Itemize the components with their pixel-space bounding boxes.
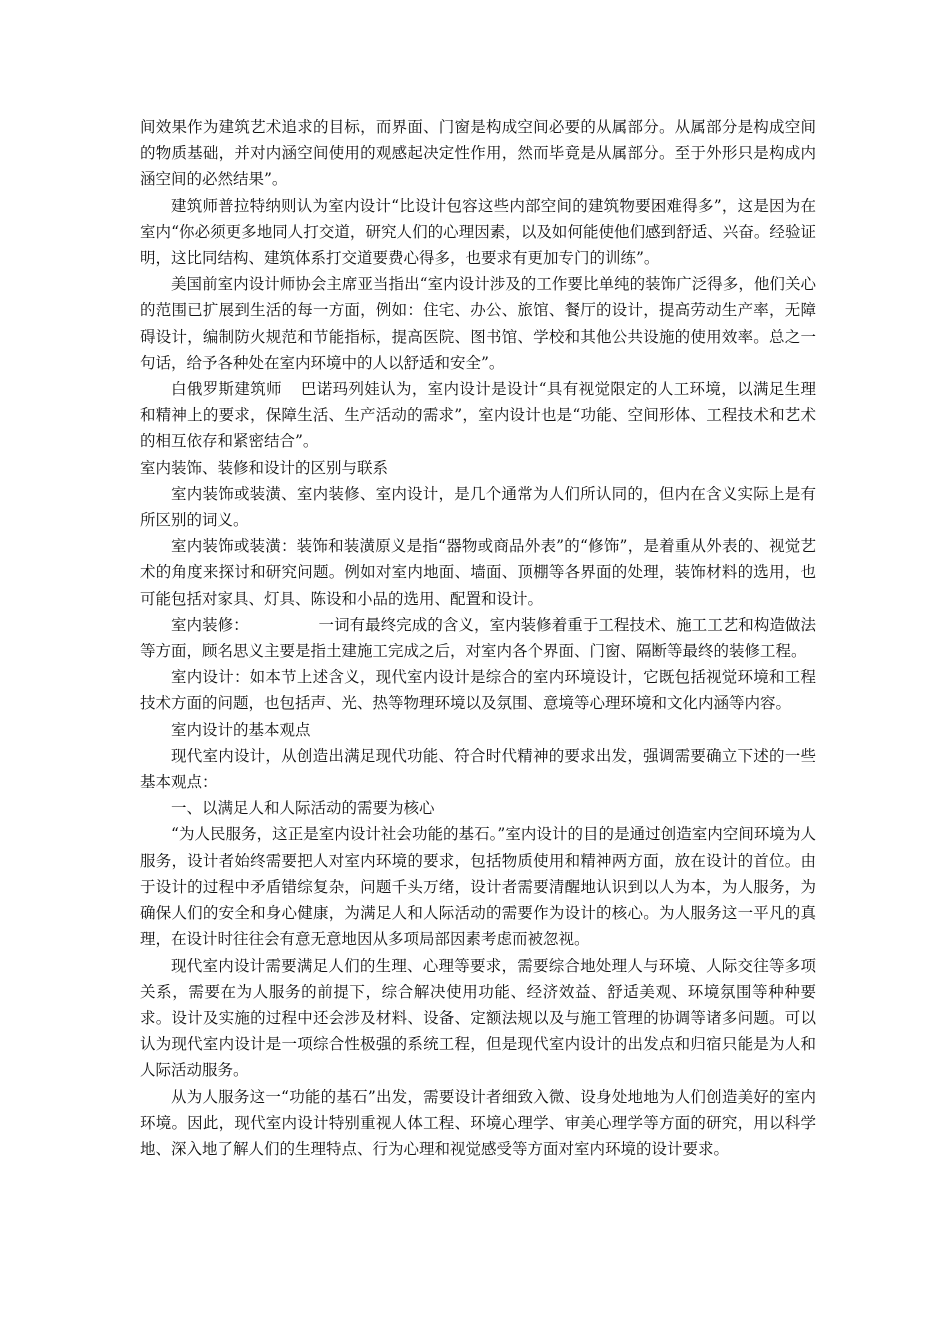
paragraph-10: “为人民服务，这正是室内设计社会功能的基石。”室内设计的目的是通过创造室内空间环境为人服务，设计者始终需要把人对室内环境的要求，包括物质使用和精神两方面，放在设计的首位。由于设计的过程中矛盾错综复杂，问题千头万绪，设计者需要清醒地认识到以人为本，为人服务，为确保人们的安全和身心健康，为满足人和人际活动的需要作为设计的核心。为人服务这一平凡的真理，在设计时往往会有意无意地因从多项局部因素考虑而被忽视。 [140, 825, 816, 949]
subsection-heading-1: 一、以满足人和人际活动的需要为核心 [171, 799, 435, 818]
paragraph-9: 现代室内设计，从创造出满足现代功能、符合时代精神的要求出发，强调需要确立下述的一些基本观点： [140, 746, 816, 792]
paragraph-7-rest: 一词有最终完成的含义，室内装修着重于工程技术、施工工艺和构造做法等方面，顾名思义主要是指土建施工完成之后，对室内各个界面、门窗、隔断等最终的装修工程。 [140, 615, 816, 661]
paragraph-4-lead: 白俄罗斯建筑师 [171, 380, 282, 399]
paragraph-2: 建筑师普拉特纳则认为室内设计“比设计包容这些内部空间的建筑物要困难得多”，这是因为在室内“你必须更多地同人打交道，研究人们的心理因素，以及如何能使他们感到舒适、兴奋。经验证明，这比同结构、建筑体系打交道要费心得多，也要求有更加专门的训练”。 [140, 196, 816, 268]
paragraph-4-rest: 巴诺玛列娃认为，室内设计是设计“具有视觉限定的人工环境，以满足生理和精神上的要求，保障生活、生产活动的需求”，室内设计也是“功能、空间形体、工程技术和艺术的相互依存和紧密结合”。 [140, 380, 816, 451]
paragraph-12: 从为人服务这一“功能的基石”出发，需要设计者细致入微、设身处地地为人们创造美好的室内环境。因此，现代室内设计特别重视人体工程、环境心理学、审美心理学等方面的研究，用以科学地、深入地了解人们的生理特点、行为心理和视觉感受等方面对室内环境的设计要求。 [140, 1087, 816, 1158]
paragraph-1: 间效果作为建筑艺术追求的目标，而界面、门窗是构成空间必要的从属部分。从属部分是构成空间的物质基础，并对内涵空间使用的观感起决定性作用，然而毕竟是从属部分。至于外形只是构成内涵空间的必然结果”。 [140, 118, 816, 189]
paragraph-11: 现代室内设计需要满足人们的生理、心理等要求，需要综合地处理人与环境、人际交往等多项关系，需要在为人服务的前提下，综合解决使用功能、经济效益、舒适美观、环境氛围等种种要求。设计及实施的过程中还会涉及材料、设备、定额法规以及与施工管理的协调等诸多问题。可以认为现代室内设计是一项综合性极强的系统工程，但是现代室内设计的出发点和归宿只能是为人和人际活动服务。 [140, 956, 816, 1080]
paragraph-4 [140, 376, 816, 455]
paragraph-6: 室内装饰或装潢：装饰和装潢原义是指“器物或商品外表”的“修饰”，是着重从外表的、视觉艺术的角度来探讨和研究问题。例如对室内地面、墙面、顶棚等各界面的处理，装饰材料的选用，也可能包括对家具、灯具、陈设和小品的选用、配置和设计。 [140, 537, 816, 608]
paragraph-8: 室内设计：如本节上述含义，现代室内设计是综合的室内环境设计，它既包括视觉环境和工程技术方面的问题，也包括声、光、热等物理环境以及氛围、意境等心理环境和文化内涵等内容。 [140, 668, 816, 713]
paragraph-7 [140, 612, 816, 664]
document-page [140, 114, 816, 1162]
paragraph-5: 室内装饰或装潢、室内装修、室内设计，是几个通常为人们所认同的，但内在含义实际上是有所区别的词义。 [140, 484, 816, 530]
paragraph-3: 美国前室内设计师协会主席亚当指出“室内设计涉及的工作要比单纯的装饰广泛得多，他们关心的范围已扩展到生活的每一方面，例如：住宅、办公、旅馆、餐厅的设计，提高劳动生产率，无障碍设计，编制防火规范和节能指标，提高医院、图书馆、学校和其他公共设施的使用效率。总之一句话，给予各种处在室内环境中的人以舒适和安全”。 [140, 275, 816, 372]
section-heading-2: 室内设计的基本观点 [171, 720, 311, 739]
paragraph-7-lead: 室内装修： [171, 615, 249, 634]
section-heading-1: 室内装饰、装修和设计的区别与联系 [140, 458, 389, 477]
